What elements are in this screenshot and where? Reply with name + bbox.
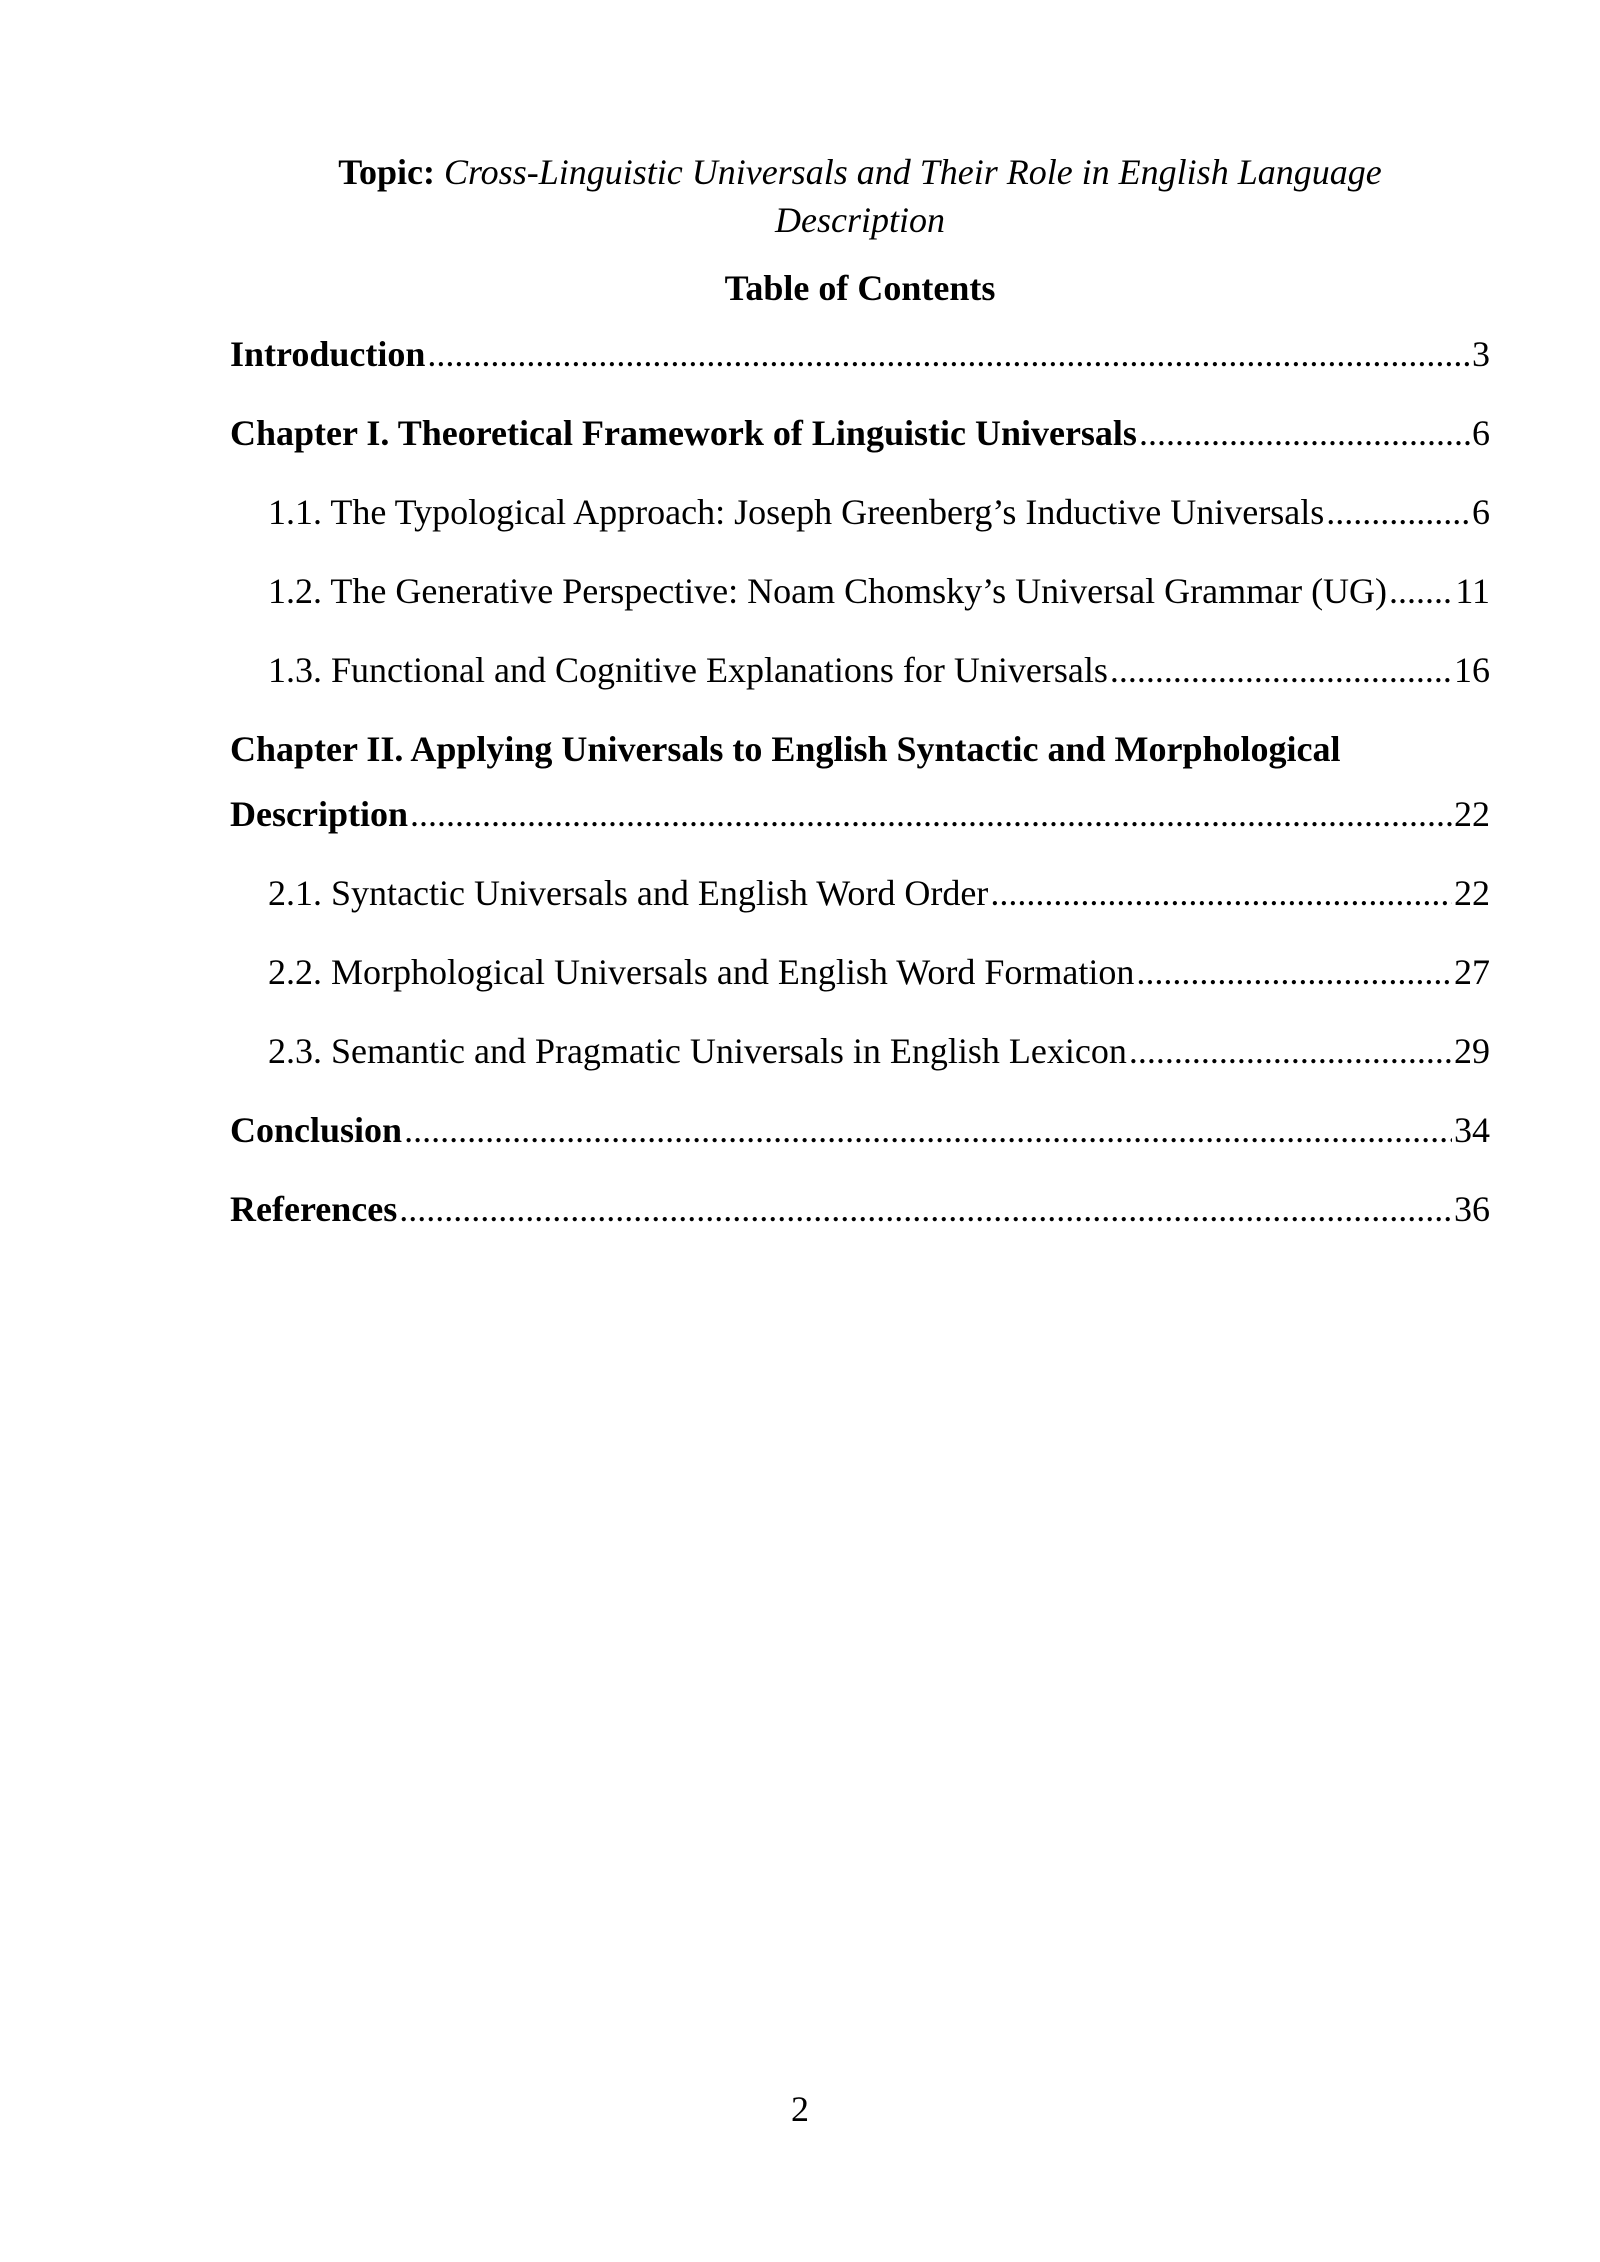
dot-leader xyxy=(410,790,1452,838)
dot-leader xyxy=(1389,567,1453,615)
toc-entry-page: 27 xyxy=(1454,952,1490,992)
toc-line xyxy=(230,409,1490,457)
toc-entry-title: Introduction xyxy=(230,334,426,374)
table-of-contents xyxy=(230,330,1490,1233)
toc-entry-page: 36 xyxy=(1454,1189,1490,1229)
topic-title-line-1 xyxy=(230,148,1490,196)
dot-leader xyxy=(1139,409,1470,457)
toc-entry-section-1-3[interactable] xyxy=(230,646,1490,694)
dot-leader xyxy=(1326,488,1470,536)
dot-leader xyxy=(1110,646,1452,694)
toc-entry-title: 2.2. Morphological Universals and English Word Formation xyxy=(268,952,1135,992)
toc-entry-page: 16 xyxy=(1454,650,1490,690)
toc-entry-references[interactable] xyxy=(230,1185,1490,1233)
toc-line xyxy=(230,330,1490,378)
toc-line xyxy=(230,1185,1490,1233)
toc-entry-conclusion[interactable] xyxy=(230,1106,1490,1154)
toc-entry-title: Description xyxy=(230,794,408,834)
toc-line xyxy=(230,790,1490,838)
dot-leader xyxy=(990,869,1452,917)
toc-entry-section-2-1[interactable] xyxy=(230,869,1490,917)
dot-leader xyxy=(404,1106,1452,1154)
toc-heading: Table of Contents xyxy=(724,268,996,308)
topic-text-line-2: Description xyxy=(775,200,945,240)
toc-line xyxy=(268,646,1490,694)
toc-entry-page: 34 xyxy=(1454,1110,1490,1150)
toc-line xyxy=(268,869,1490,917)
toc-entry-chapter-2[interactable] xyxy=(230,725,1490,838)
dot-leader xyxy=(1129,1027,1452,1075)
toc-entry-page: 22 xyxy=(1454,873,1490,913)
toc-entry-title: 2.3. Semantic and Pragmatic Universals in English Lexicon xyxy=(268,1031,1127,1071)
dot-leader xyxy=(1136,948,1452,996)
page-number: 2 xyxy=(791,2089,809,2129)
toc-line xyxy=(230,1106,1490,1154)
toc-entry-title-line-1: Chapter II. Applying Universals to English Syntactic and Morphological xyxy=(230,729,1341,769)
toc-entry-title: 2.1. Syntactic Universals and English Word Order xyxy=(268,873,989,913)
toc-entry-introduction[interactable] xyxy=(230,330,1490,378)
topic-title xyxy=(230,148,1490,244)
toc-entry-title: Chapter I. Theoretical Framework of Linguistic Universals xyxy=(230,413,1137,453)
toc-line xyxy=(268,948,1490,996)
dot-leader xyxy=(399,1185,1452,1233)
toc-entry-title: 1.1. The Typological Approach: Joseph Greenberg’s Inductive Universals xyxy=(268,492,1325,532)
topic-text-line-1: Cross-Linguistic Universals and Their Role in English Language xyxy=(444,152,1382,192)
toc-line xyxy=(268,1027,1490,1075)
toc-entry-page: 29 xyxy=(1454,1031,1490,1071)
toc-entry-section-1-2[interactable] xyxy=(230,567,1490,615)
toc-entry-section-2-2[interactable] xyxy=(230,948,1490,996)
toc-entry-page: 22 xyxy=(1454,794,1490,834)
toc-entry-title: 1.3. Functional and Cognitive Explanations for Universals xyxy=(268,650,1108,690)
topic-label: Topic: xyxy=(338,152,435,192)
toc-entry-chapter-1[interactable] xyxy=(230,409,1490,457)
toc-entry-page: 11 xyxy=(1455,571,1490,611)
toc-entry-page: 3 xyxy=(1472,334,1490,374)
toc-entry-section-1-1[interactable] xyxy=(230,488,1490,536)
toc-line xyxy=(268,567,1490,615)
toc-entry-page: 6 xyxy=(1472,492,1490,532)
toc-line xyxy=(268,488,1490,536)
toc-entry-title: Conclusion xyxy=(230,1110,403,1150)
toc-entry-title: 1.2. The Generative Perspective: Noam Chomsky’s Universal Grammar (UG) xyxy=(268,571,1388,611)
toc-entry-page: 6 xyxy=(1472,413,1490,453)
dot-leader xyxy=(427,330,1470,378)
toc-entry-section-2-3[interactable] xyxy=(230,1027,1490,1075)
toc-entry-title: References xyxy=(230,1189,398,1229)
